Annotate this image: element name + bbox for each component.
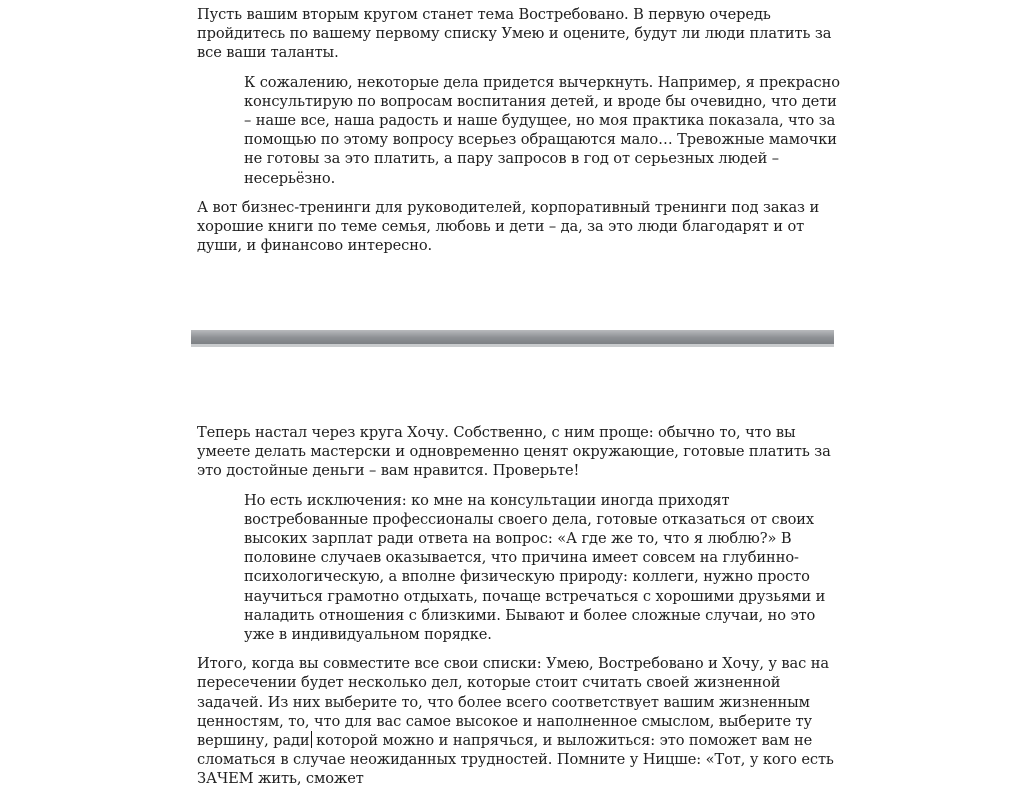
paragraph-востребовано-intro: Пусть вашим вторым кругом станет тема Востребовано. В первую очередь пройдитесь по вашему первому списку Умею и оцените, будут ли люди платить за все ваши таланты. (197, 6, 832, 62)
quote-paragraph-examples: К сожалению, некоторые дела придется вычеркнуть. Например, я прекрасно консультирую по вопросам воспитания детей, и вроде бы очевидно, что дети – наше все, наша радость и наше будущее, но моя практика показала, что за помощью по этому вопросу всерьез обращаются мало… Тревожные мамочки не готовы за это платить, а пару запросов в год от серьезных людей – несерьёзно. (244, 73, 840, 187)
document-page-2 (0, 347, 1024, 788)
quote-paragraph-exceptions: Но есть исключения: ко мне на консультации иногда приходят востребованные профессионалы своего дела, готовые отказаться от своих высоких зарплат ради ответа на вопрос: «А где же то, что я люблю?» В половине случаев оказывается, что причина имеет совсем на глубинно-психологическую, а вполне физическую природу: коллеги, нужно просто научиться грамотно отдыхать, почаще встречаться с хорошими друзьями и наладить отношения с близкими. Бывают и более сложные случаи, но это уже в индивидуальном порядке. (244, 491, 826, 644)
paragraph-business-trainings: А вот бизнес-тренинги для руководителей, корпоративный тренинги под заказ и хорошие книги по теме семья, любовь и дети – да, за это люди благодарят и от души, и финансово интересно. (197, 198, 820, 255)
summary-text-before-cursor: Итого, когда вы совместите все свои списки: Умею, Востребовано и Хочу, у вас на пересечении будет несколько дел, которые стоит считать своей жизненной задачей. Из них выберите то, что более всего соответствует вашим жизненным ценностям, то, что для вас самое высокое и наполненное смыслом, выберите ту вершину, ради (197, 655, 829, 750)
page-separator-bar (191, 330, 834, 344)
page-2-text (197, 423, 845, 789)
page-separator (191, 330, 834, 347)
paragraph-summary[interactable] (197, 654, 845, 788)
summary-text-after-cursor: которой можно и напрячься, и выложиться: это поможет вам не сломаться в случае неожиданных трудностей. Помните у Ницше: «Тот, у кого есть ЗАЧЕМ жить, сможет (197, 732, 834, 788)
page-1-text (197, 5, 845, 255)
paragraph-хочу-intro: Теперь настал через круга Хочу. Собственно, с ним проще: обычно то, что вы умеете делать мастерски и одновременно ценят окружающие, готовые платить за это достойные деньги – вам нравится. Проверьте! (197, 424, 831, 480)
document-page-1 (0, 0, 1024, 330)
